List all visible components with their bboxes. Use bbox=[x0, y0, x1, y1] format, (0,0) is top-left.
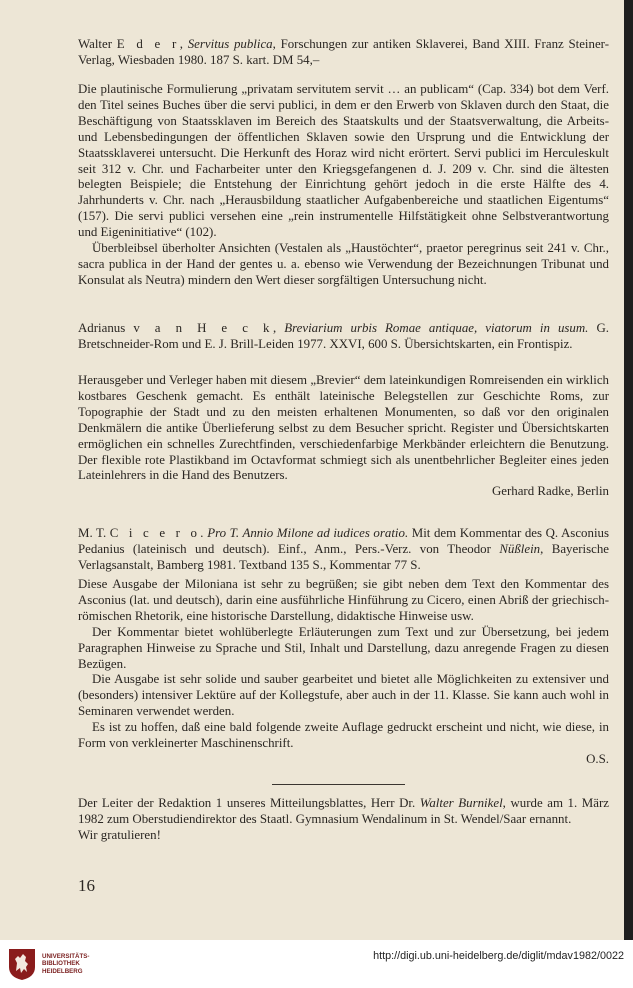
review2-body bbox=[78, 373, 609, 500]
review3-body bbox=[78, 577, 609, 768]
review2-author: v a n H e c k bbox=[133, 321, 273, 335]
review1-body bbox=[78, 82, 609, 289]
library-line-3: HEIDELBERG bbox=[42, 967, 83, 975]
review3-publication-b: , Bayerische Verlagsanstalt, Bamberg 1981. Textband 135 S., Kommentar 77 S. bbox=[78, 541, 610, 572]
review3-author-prefix: M. T. bbox=[78, 526, 110, 540]
review1-heading: Walter E d e r, Servitus publica, Forschungen zur antiken Sklaverei, Band XIII. Franz Steiner-Verlag, Wiesbaden 1980. 187 S. kart. DM 54,– bbox=[78, 37, 609, 67]
page-edge bbox=[624, 0, 633, 940]
section-divider bbox=[272, 784, 405, 785]
review3-title: . Pro T. Annio Milone ad iudices oratio. bbox=[200, 526, 409, 540]
review1-paragraph-1: Die plautinische Formulierung „privatam servitutem servit … an publicam“ (Cap. 334) bot dem Verf. den Titel seines Buches über die servi publici, in dem er den Erwerb von Sklaven durch den Staat, die Beschäftigung von Staatssklaven im Bereich des Staatskults und der Staatsverwaltung, die Arbeits- und Lebensbedingungen der öffentlichen Sklaven sowie den Ursprung und die Entwicklung der Staatssklaverei untersucht. Die Herkunft des Horaz wird nicht erörtert. Servi publici im Herculeskult seit 312 v. Chr. und Facharbeiter unter den Kriegsgefangenen d. J. 209 v. Chr. sind die ältesten belegten Beispiele; die Entstehung der Einrichtung gehört jedoch in die erste Hälfte des 4. Jahrhunderts v. Chr. nach „Herausbildung staatlicher Aufgabenbereiche und staatlichen Eigentums“ (157). Die servi publici versehen eine „rein instrumentelle Hilfstätigkeit ohne Selbstverantwortung und Eigeninitiative“ (102). bbox=[78, 82, 609, 240]
heidelberg-library-lion-icon bbox=[7, 947, 37, 981]
notice-text-a: Der Leiter der Redaktion 1 unseres Mitteilungsblattes, Herr Dr. bbox=[78, 796, 420, 810]
source-url[interactable]: http://digi.ub.uni-heidelberg.de/diglit/mdav1982/0022 bbox=[373, 950, 624, 962]
review3-editor: Nüßlein bbox=[499, 541, 541, 556]
review3-publication-a: Mit dem Kommentar des Q. Asconius Pedanius (lateinisch und deutsch). Einf., Anm., Pers.-Verz. von Theodor bbox=[78, 526, 609, 556]
notice-congrats: Wir gratulieren! bbox=[78, 827, 161, 842]
review1-author-prefix: Walter bbox=[78, 37, 117, 51]
review2-paragraph-1: Herausgeber und Verleger haben mit diesem „Brevier“ dem lateinkundigen Romreisenden ein wirklich kostbares Geschenk gemacht. Es enthält lateinische Belegstellen zur Geschichte Roms, zur Topographie der Stadt und zu den meisten erhaltenen Monumenten, so daß vor den originalen Denkmälern die antike Überlieferung selbst zu dem Besucher spricht. Register und Übersichtskarten ermöglichen ein schnelles Zurechtfinden, verschiedenfarbige Merkbänder erleichtern die Benutzung. Der flexible rote Plastikband im Octavformat schmiegt sich als unentbehrlicher Begleiter eines jeden Lateinlehrers in die Hand des Benutzers. bbox=[78, 373, 609, 483]
library-line-2: BIBLIOTHEK bbox=[42, 960, 80, 968]
library-line-1: UNIVERSITÄTS- bbox=[42, 953, 90, 960]
review3-paragraph-4: Es ist zu hoffen, daß eine bald folgende zweite Auflage gedruckt erscheint und nicht, wie diese, in Form von verkleinerter Maschinenschrift. bbox=[78, 720, 609, 751]
review1-title: Servitus publica bbox=[187, 37, 273, 51]
notice-text-b: , wurde am 1. März 1982 zum Oberstudiendirektor des Staatl. Gymnasium Wendalinum in St. Wendel/Saar ernannt. bbox=[78, 796, 609, 826]
review1-paragraph-2: Überbleibsel überholter Ansichten (Vestalen als „Haustöchter“, praetor peregrinus seit 241 v. Chr., sacra publica in der Hand der gentes u. a. ebenso wie Verwendung der Bezeichnungen Tribunat und Konsulat als Neutra) mindern den Wert dieser sorgfältigen Untersuchung nicht. bbox=[78, 241, 609, 287]
page-number: 16 bbox=[78, 876, 95, 895]
notice bbox=[78, 796, 609, 844]
review3-paragraph-2: Der Kommentar bietet wohlüberlegte Erläuterungen zum Text und zur Übersetzung, bei jedem Paragraphen Hinweise zu Sprache und Stil, Inhalt und Darstellung, dazu anregende Fragen zu diesen Bezügen. bbox=[78, 624, 609, 671]
notice-name: Walter Burnikel bbox=[419, 796, 503, 810]
library-name bbox=[42, 953, 89, 975]
review2-publication: G. Bretschneider-Rom und E. J. Brill-Leiden 1977. XXVI, 600 S. Übersichtskarten, ein Frontispiz. bbox=[78, 321, 609, 351]
review3-paragraph-1: Diese Ausgabe der Miloniana ist sehr zu begrüßen; sie gibt neben dem Text den Kommentar des Asconius (lat. und deutsch), darin eine ausführliche Hinführung zu Cicero, einen Abriß der griechisch-römischen Rhetorik, eine historische Darstellung, didaktische Hinweise usw. bbox=[78, 577, 609, 623]
review3-signature: O.S. bbox=[586, 751, 609, 766]
review2-heading: Adrianus v a n H e c k, Breviarium urbis Romae antiquae, viatorum in usum. G. Bretschneider-Rom und E. J. Brill-Leiden 1977. XXVI, 600 S. Übersichtskarten, ein Frontispiz. bbox=[78, 321, 609, 351]
review2-title: Breviarium urbis Romae antiquae, viatorum in usum. bbox=[284, 321, 589, 335]
footer-bar bbox=[0, 940, 633, 988]
review3-paragraph-3: Die Ausgabe ist sehr solide und sauber gearbeitet und bietet alle Möglichkeiten zu extensiver und (besonders) intensiver Lektüre auf der Kollegstufe, aber auch in der 11. Klasse. Sie kann auch wohl in Seminaren verwendet werden. bbox=[78, 672, 609, 719]
review3-author: C i c e r o bbox=[109, 526, 201, 540]
review1-author: E d e r bbox=[116, 37, 180, 51]
review1-publication: , Forschungen zur antiken Sklaverei, Band XIII. Franz Steiner-Verlag, Wiesbaden 1980. 187 S. kart. DM 54,– bbox=[78, 37, 609, 67]
review2-author-prefix: Adrianus bbox=[78, 321, 134, 335]
review3-heading bbox=[78, 526, 609, 574]
review2-signature: Gerhard Radke, Berlin bbox=[491, 484, 609, 499]
